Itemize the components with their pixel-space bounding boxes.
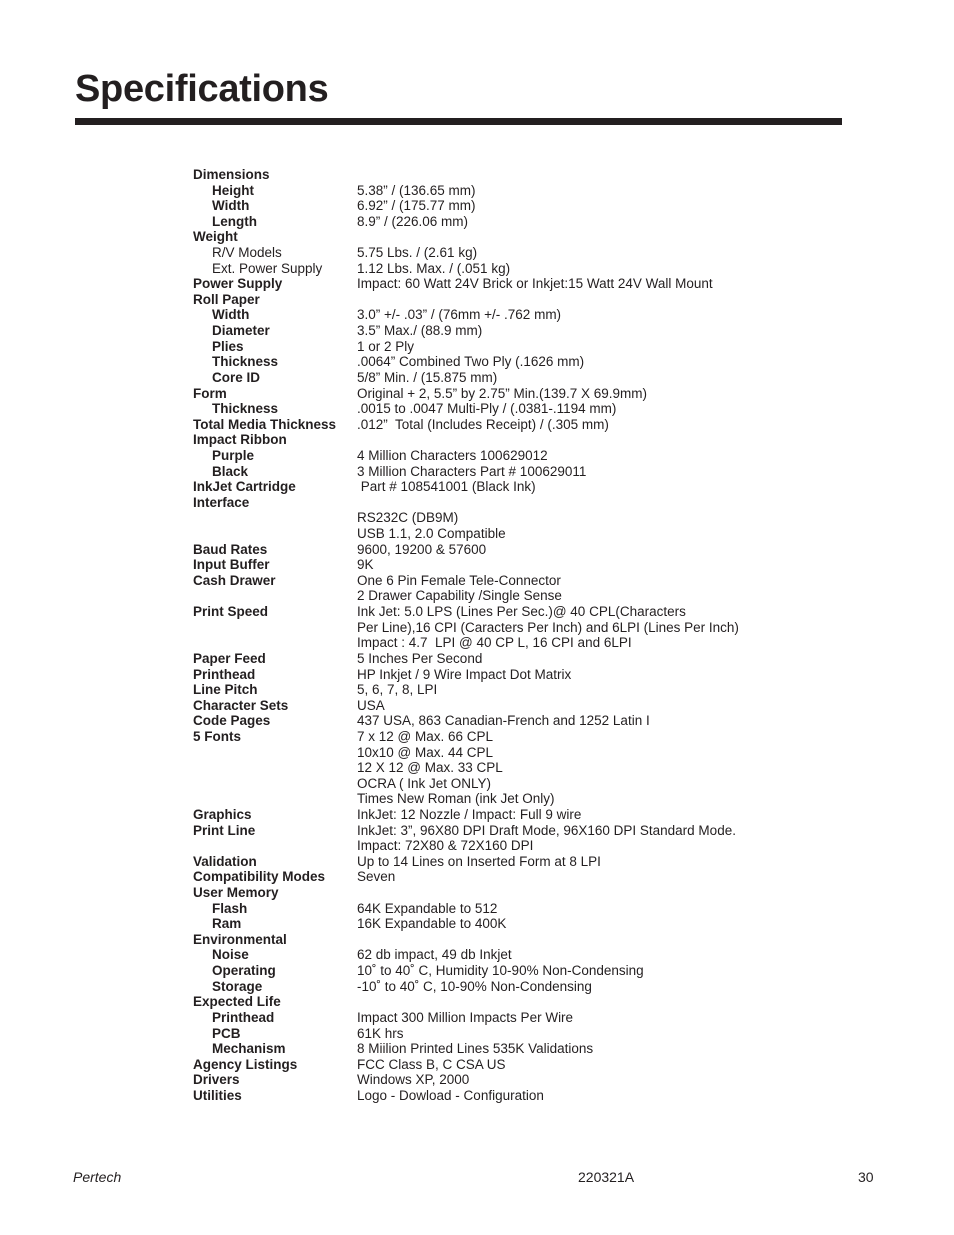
spec-value: OCRA ( Ink Jet ONLY)	[357, 775, 492, 791]
spec-row	[193, 651, 833, 667]
spec-value: InkJet: 3”, 96X80 DPI Draft Mode, 96X160 DPI Standard Mode.	[357, 822, 736, 838]
spec-value: 16K Expandable to 400K	[357, 916, 507, 932]
spec-value: 4 Million Characters 100629012	[357, 447, 548, 463]
spec-label: 5 Fonts	[193, 728, 242, 744]
spec-row	[193, 994, 833, 1010]
spec-label: Printhead	[193, 666, 256, 682]
spec-row	[193, 495, 833, 511]
spec-row	[193, 557, 833, 573]
spec-row	[193, 464, 833, 480]
spec-label: Width	[212, 198, 250, 214]
title-divider	[75, 118, 842, 125]
spec-value: 8 Miilion Printed Lines 535K Validations	[357, 1041, 594, 1057]
spec-value: 7 x 12 @ Max. 66 CPL	[357, 728, 494, 744]
spec-value: 9600, 19200 & 57600	[357, 541, 487, 557]
spec-value: InkJet: 12 Nozzle / Impact: Full 9 wire	[357, 806, 582, 822]
spec-value: Part # 108541001 (Black Ink)	[357, 479, 536, 495]
spec-value: Impact 300 Million Impacts Per Wire	[357, 1009, 574, 1025]
spec-value: 64K Expandable to 512	[357, 900, 498, 916]
spec-row	[193, 916, 833, 932]
spec-row	[193, 479, 833, 495]
spec-row	[193, 901, 833, 917]
spec-label: Thickness	[212, 401, 279, 417]
spec-row	[193, 869, 833, 885]
spec-row	[193, 1041, 833, 1057]
spec-row	[193, 760, 833, 776]
spec-label: Storage	[212, 978, 263, 994]
spec-row	[193, 854, 833, 870]
spec-row	[193, 1010, 833, 1026]
spec-row	[193, 979, 833, 995]
spec-label: Code Pages	[193, 713, 271, 729]
spec-label: Operating	[212, 963, 276, 979]
spec-value: Up to 14 Lines on Inserted Form at 8 LPI	[357, 853, 601, 869]
spec-value: Ink Jet: 5.0 LPS (Lines Per Sec.)@ 40 CPL(Characters	[357, 604, 686, 620]
spec-value: 5.38” / (136.65 mm)	[357, 182, 476, 198]
specifications-table	[193, 167, 833, 1104]
spec-label: User Memory	[193, 885, 279, 901]
spec-label: Plies	[212, 338, 244, 354]
spec-row	[193, 713, 833, 729]
spec-value: One 6 Pin Female Tele-Connector	[357, 572, 561, 588]
spec-value: Impact : 4.7 LPI @ 40 CP L, 16 CPI and 6LPI	[357, 635, 632, 651]
spec-value: Impact: 60 Watt 24V Brick or Inkjet:15 Watt 24V Wall Mount	[357, 276, 713, 292]
spec-row	[193, 1088, 833, 1104]
spec-row	[193, 432, 833, 448]
spec-label: Environmental	[193, 931, 287, 947]
spec-label: PCB	[212, 1025, 241, 1041]
spec-label: R/V Models	[212, 245, 282, 261]
spec-value: -10˚ to 40˚ C, 10-90% Non-Condensing	[357, 978, 592, 994]
page-title: Specifications	[75, 68, 329, 110]
spec-label: Print Line	[193, 822, 256, 838]
spec-row	[193, 417, 833, 433]
spec-value: Per Line),16 CPI (Caracters Per Inch) and 6LPI (Lines Per Inch)	[357, 619, 739, 635]
spec-value: 3.5” Max./ (88.9 mm)	[357, 323, 483, 339]
spec-row	[193, 370, 833, 386]
spec-value: 2 Drawer Capability /Single Sense	[357, 588, 562, 604]
spec-label: Power Supply	[193, 276, 283, 292]
spec-row	[193, 776, 833, 792]
spec-label: Validation	[193, 853, 257, 869]
spec-row	[193, 620, 833, 636]
spec-row	[193, 183, 833, 199]
spec-row	[193, 838, 833, 854]
spec-label: Baud Rates	[193, 541, 268, 557]
spec-label: Noise	[212, 947, 249, 963]
spec-row	[193, 947, 833, 963]
spec-label: Impact Ribbon	[193, 432, 287, 448]
spec-value: 5.75 Lbs. / (2.61 kg)	[357, 245, 478, 261]
spec-value: .012” Total (Includes Receipt) / (.305 mm)	[357, 416, 609, 432]
spec-row	[193, 323, 833, 339]
spec-row	[193, 276, 833, 292]
spec-row	[193, 1072, 833, 1088]
spec-value: 5 Inches Per Second	[357, 650, 483, 666]
spec-label: Ext. Power Supply	[212, 260, 323, 276]
spec-value: Impact: 72X80 & 72X160 DPI	[357, 838, 534, 854]
spec-label: Length	[212, 213, 257, 229]
spec-label: Graphics	[193, 806, 252, 822]
spec-row	[193, 448, 833, 464]
spec-row	[193, 963, 833, 979]
spec-label: Weight	[193, 229, 238, 245]
spec-label: Total Media Thickness	[193, 416, 337, 432]
spec-row	[193, 401, 833, 417]
spec-value: Seven	[357, 869, 396, 885]
footer-doc-number: 220321A	[578, 1169, 635, 1185]
spec-row	[193, 354, 833, 370]
spec-value: .0064” Combined Two Ply (.1626 mm)	[357, 354, 585, 370]
spec-value: 62 db impact, 49 db Inkjet	[357, 947, 512, 963]
spec-value: 437 USA, 863 Canadian-French and 1252 Latin I	[357, 713, 650, 729]
spec-row	[193, 292, 833, 308]
spec-row	[193, 791, 833, 807]
spec-row	[193, 588, 833, 604]
spec-value: 1 or 2 Ply	[357, 338, 415, 354]
spec-label: Utilities	[193, 1087, 242, 1103]
spec-label: Ram	[212, 916, 242, 932]
spec-row	[193, 932, 833, 948]
spec-label: Agency Listings	[193, 1056, 298, 1072]
spec-row	[193, 667, 833, 683]
spec-label: Dimensions	[193, 167, 270, 182]
spec-row	[193, 745, 833, 761]
spec-label: InkJet Cartridge	[193, 479, 296, 495]
spec-value: 9K	[357, 557, 374, 573]
spec-row	[193, 307, 833, 323]
spec-value: USB 1.1, 2.0 Compatible	[357, 526, 506, 542]
spec-row	[193, 1057, 833, 1073]
spec-label: Input Buffer	[193, 557, 270, 573]
spec-value: 5, 6, 7, 8, LPI	[357, 682, 438, 698]
spec-value: 3.0” +/- .03” / (76mm +/- .762 mm)	[357, 307, 562, 323]
spec-value: Logo - Dowload - Configuration	[357, 1087, 544, 1103]
spec-label: Black	[212, 463, 249, 479]
spec-row	[193, 167, 833, 183]
spec-value: FCC Class B, C CSA US	[357, 1056, 506, 1072]
spec-label: Flash	[212, 900, 248, 916]
spec-row	[193, 198, 833, 214]
spec-value: 5/8” Min. / (15.875 mm)	[357, 369, 498, 385]
spec-label: Expected Life	[193, 994, 281, 1010]
spec-value: USA	[357, 697, 385, 713]
spec-label: Interface	[193, 494, 250, 510]
spec-value: 10x10 @ Max. 44 CPL	[357, 744, 494, 760]
spec-label: Diameter	[212, 323, 270, 339]
spec-value: Times New Roman (ink Jet Only)	[357, 791, 555, 807]
spec-label: Height	[212, 182, 254, 198]
spec-label: Character Sets	[193, 697, 289, 713]
spec-label: Drivers	[193, 1072, 240, 1088]
spec-value: RS232C (DB9M)	[357, 510, 459, 526]
spec-row	[193, 682, 833, 698]
spec-value: Windows XP, 2000	[357, 1072, 470, 1088]
footer-page-number: 30	[858, 1169, 874, 1185]
spec-row	[193, 698, 833, 714]
spec-row	[193, 510, 833, 526]
spec-row	[193, 729, 833, 745]
footer-company: Pertech	[73, 1169, 122, 1185]
spec-row	[193, 526, 833, 542]
spec-row	[193, 885, 833, 901]
spec-label: Form	[193, 385, 227, 401]
spec-row	[193, 807, 833, 823]
spec-value: 6.92” / (175.77 mm)	[357, 198, 476, 214]
spec-label: Paper Feed	[193, 650, 266, 666]
spec-label: Mechanism	[212, 1041, 286, 1057]
spec-value: 8.9” / (226.06 mm)	[357, 213, 469, 229]
spec-row	[193, 635, 833, 651]
spec-label: Line Pitch	[193, 682, 258, 698]
spec-row	[193, 823, 833, 839]
spec-value: 12 X 12 @ Max. 33 CPL	[357, 760, 503, 776]
spec-row	[193, 573, 833, 589]
spec-row	[193, 1026, 833, 1042]
spec-label: Core ID	[212, 369, 261, 385]
spec-label: Roll Paper	[193, 291, 260, 307]
spec-row	[193, 261, 833, 277]
spec-value: 3 Million Characters Part # 100629011	[357, 463, 587, 479]
spec-value: Original + 2, 5.5” by 2.75” Min.(139.7 X 69.9mm)	[357, 385, 648, 401]
spec-value: HP Inkjet / 9 Wire Impact Dot Matrix	[357, 666, 572, 682]
spec-row	[193, 339, 833, 355]
spec-value: 10˚ to 40˚ C, Humidity 10-90% Non-Condensing	[357, 963, 644, 979]
spec-row	[193, 245, 833, 261]
spec-row	[193, 229, 833, 245]
spec-label: Cash Drawer	[193, 572, 276, 588]
spec-row	[193, 386, 833, 402]
spec-row	[193, 214, 833, 230]
spec-row	[193, 542, 833, 558]
spec-label: Print Speed	[193, 604, 269, 620]
spec-row	[193, 604, 833, 620]
spec-label: Width	[212, 307, 250, 323]
spec-label: Compatibility Modes	[193, 869, 326, 885]
spec-label: Printhead	[212, 1009, 275, 1025]
spec-value: 1.12 Lbs. Max. / (.051 kg)	[357, 260, 511, 276]
spec-value: .0015 to .0047 Multi-Ply / (.0381-.1194 mm)	[357, 401, 617, 417]
spec-label: Thickness	[212, 354, 279, 370]
spec-value: 61K hrs	[357, 1025, 404, 1041]
spec-label: Purple	[212, 447, 255, 463]
